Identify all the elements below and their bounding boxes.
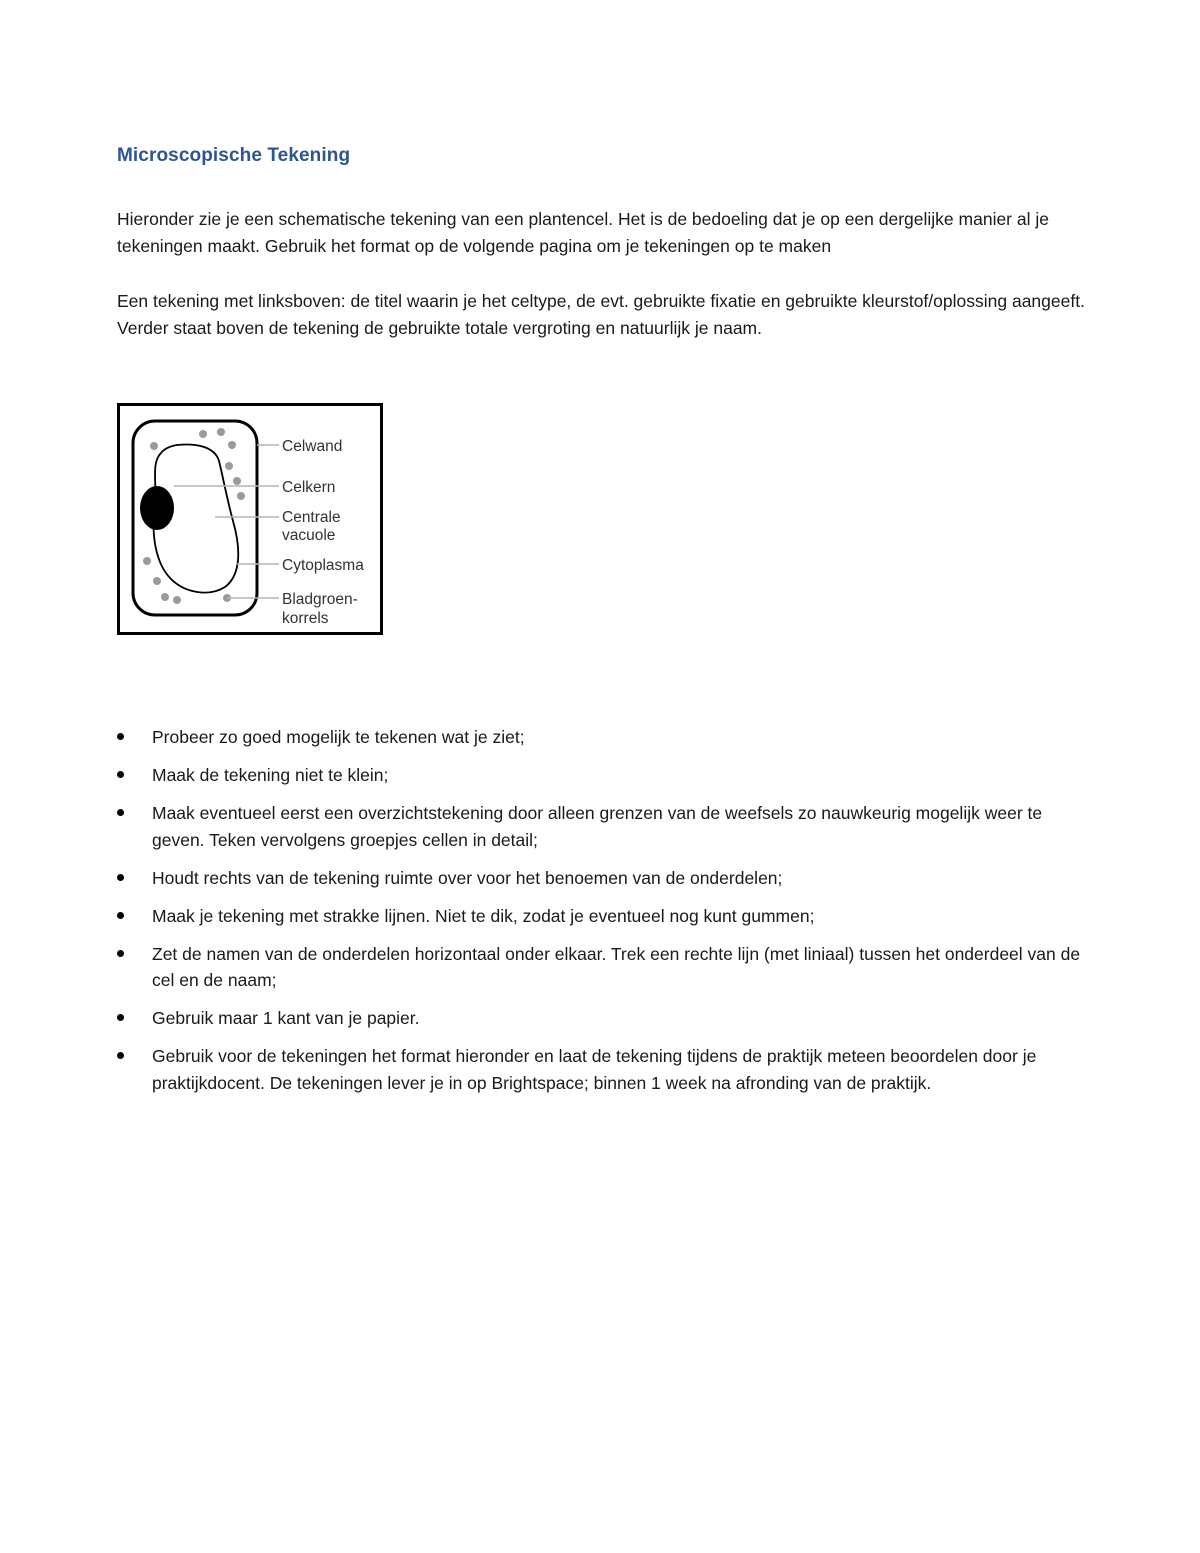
list-item: Gebruik voor de tekeningen het format hieronder en laat de tekening tijdens de praktijk meteen beoordelen door je praktijkdocent. De tekeningen lever je in op Brightspace; binnen 1 week na afronding van de praktijk.: [117, 1043, 1092, 1096]
instruction-line-2: Verder staat boven de tekening de gebruikte totale vergroting en natuurlijk je naam.: [117, 317, 762, 338]
list-item: Maak eventueel eerst een overzichtstekening door alleen grenzen van de weefsels zo nauwkeurig mogelijk weer te geven. Teken vervolgens groepjes cellen in detail;: [117, 800, 1092, 853]
list-item: Maak de tekening niet te klein;: [117, 762, 1092, 789]
label-centrale: Centrale: [282, 509, 341, 526]
plant-cell-diagram: [117, 403, 383, 635]
bullet-icon: [117, 1052, 124, 1059]
label-korrels: korrels: [282, 610, 329, 627]
bullet-icon: [117, 809, 124, 816]
bullet-icon: [117, 1014, 124, 1021]
instruction-paragraph: [117, 288, 1097, 341]
list-item: Houdt rechts van de tekening ruimte over voor het benoemen van de onderdelen;: [117, 865, 1092, 892]
label-vacuole: vacuole: [282, 527, 336, 544]
intro-paragraph: Hieronder zie je een schematische tekening van een plantencel. Het is de bedoeling dat je op een dergelijke manier al je tekeningen maakt. Gebruik het format op de volgende pagina om je tekeningen op te maken: [117, 209, 1049, 256]
list-item: Gebruik maar 1 kant van je papier.: [117, 1005, 1092, 1032]
label-celkern: Celkern: [282, 479, 336, 496]
list-item: Zet de namen van de onderdelen horizontaal onder elkaar. Trek een rechte lijn (met liniaal) tussen het onderdeel van de cel en de naam;: [117, 941, 1092, 994]
bullet-icon: [117, 771, 124, 778]
cell-nucleus: [140, 486, 174, 530]
label-bladgroen: Bladgroen-: [282, 591, 358, 608]
bullet-icon: [117, 733, 124, 740]
bullet-icon: [117, 874, 124, 881]
label-cytoplasma: Cytoplasma: [282, 557, 364, 574]
list-item: Maak je tekening met strakke lijnen. Niet te dik, zodat je eventueel nog kunt gummen;: [117, 903, 1092, 930]
instructions-list: [117, 724, 1092, 1108]
page-title: Microscopische Tekening: [117, 145, 351, 166]
bullet-icon: [117, 950, 124, 957]
bullet-icon: [117, 912, 124, 919]
instruction-line-1: Een tekening met linksboven: de titel waarin je het celtype, de evt. gebruikte fixatie en gebruikte kleurstof/oplossing aangeeft.: [117, 291, 1085, 311]
list-item: Probeer zo goed mogelijk te tekenen wat je ziet;: [117, 724, 1092, 751]
label-celwand: Celwand: [282, 438, 343, 455]
